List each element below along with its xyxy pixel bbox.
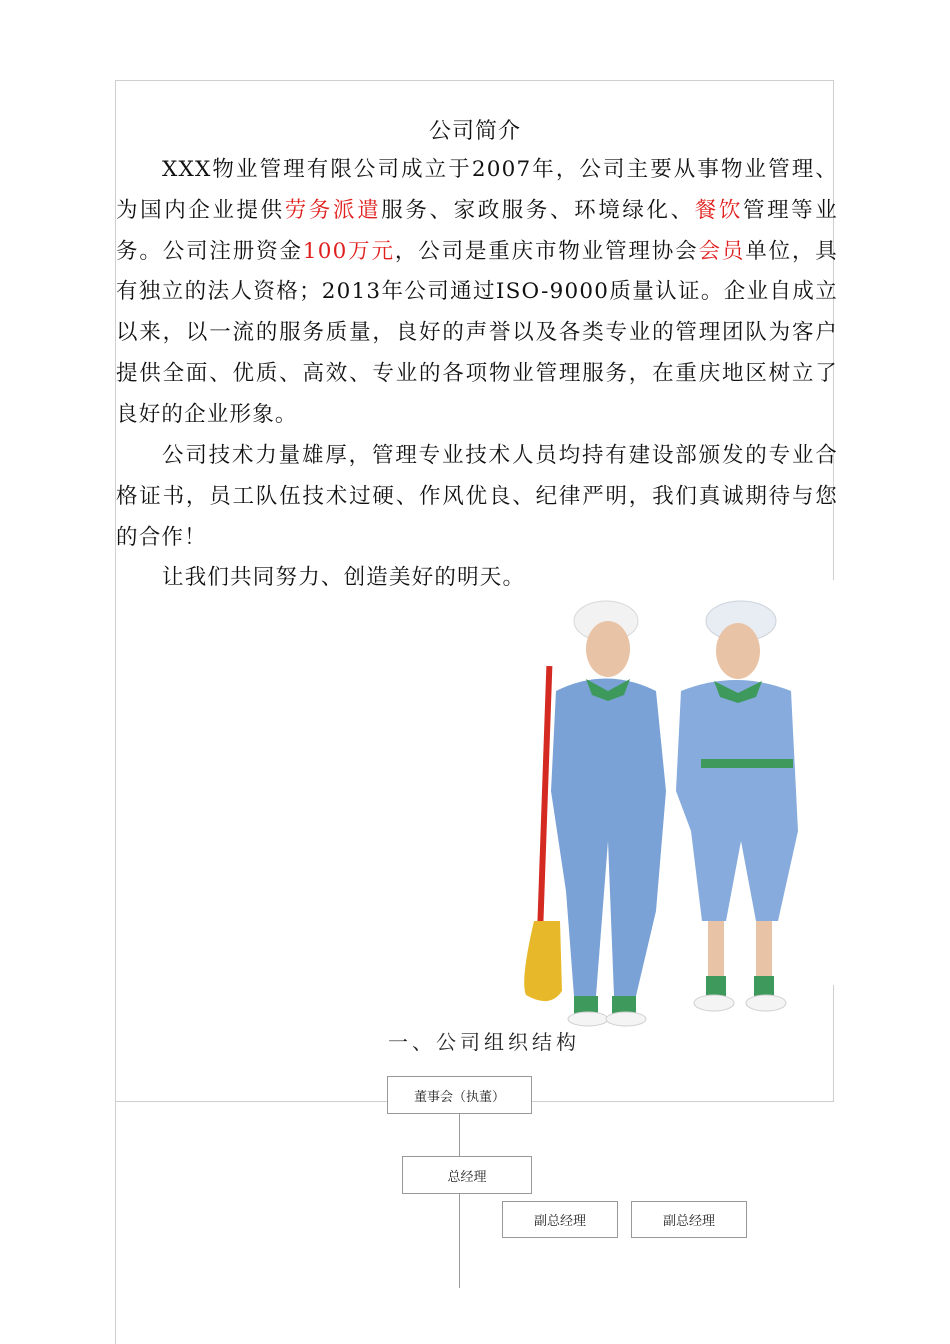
org-box-vp-1: 副总经理 <box>502 1201 618 1238</box>
org-box-gm: 总经理 <box>402 1156 532 1194</box>
tech-paragraph: 公司技术力量雄厚，管理专业技术人员均持有建设部颁发的专业合格证书，员工队伍技术过硬、作风优良、纪律严明，我们真诚期待与您的合作！ <box>116 443 838 550</box>
highlight-capital: 100万元 <box>302 238 395 264</box>
intro-paragraph <box>116 150 838 436</box>
intro-text-4: ，公司是重庆市物业管理协会 <box>394 238 699 264</box>
frame-right-line-lower <box>833 985 834 1102</box>
page-title: 公司简介 <box>428 119 521 144</box>
section-title-org: 一、公司组织结构 <box>388 1030 580 1054</box>
staff-photo <box>516 591 800 1028</box>
intro-text-5: 单位，具有独立的法人资格；2013年公司通过ISO-9000质量认证。企业自成立以来，以一流的服务质量，良好的声誉以及各类专业的管理团队为客户提供全面、优质、高效、专业的各项物业管理服务，在重庆地区树立了良好的企业形象。 <box>116 238 839 427</box>
highlight-labor-dispatch: 劳务派遣 <box>284 197 382 223</box>
highlight-member: 会员 <box>698 238 746 264</box>
org-connector-vertical <box>459 1114 460 1288</box>
highlight-catering: 餐饮 <box>694 197 743 223</box>
org-box-vp-2: 副总经理 <box>631 1201 747 1238</box>
closing-paragraph: 让我们共同努力、创造美好的明天。 <box>162 565 526 590</box>
intro-text-2: 服务、家政服务、环境绿化、 <box>381 197 695 223</box>
intro-text-3: 管理等业务。公司注册资金 <box>116 197 838 264</box>
org-box-board: 董事会（执董） <box>387 1076 532 1114</box>
frame-top-line <box>115 80 834 81</box>
intro-text-1: XXX物业管理有限公司成立于2007年，公司主要从事物业管理、为国内企业提供 <box>116 157 838 223</box>
